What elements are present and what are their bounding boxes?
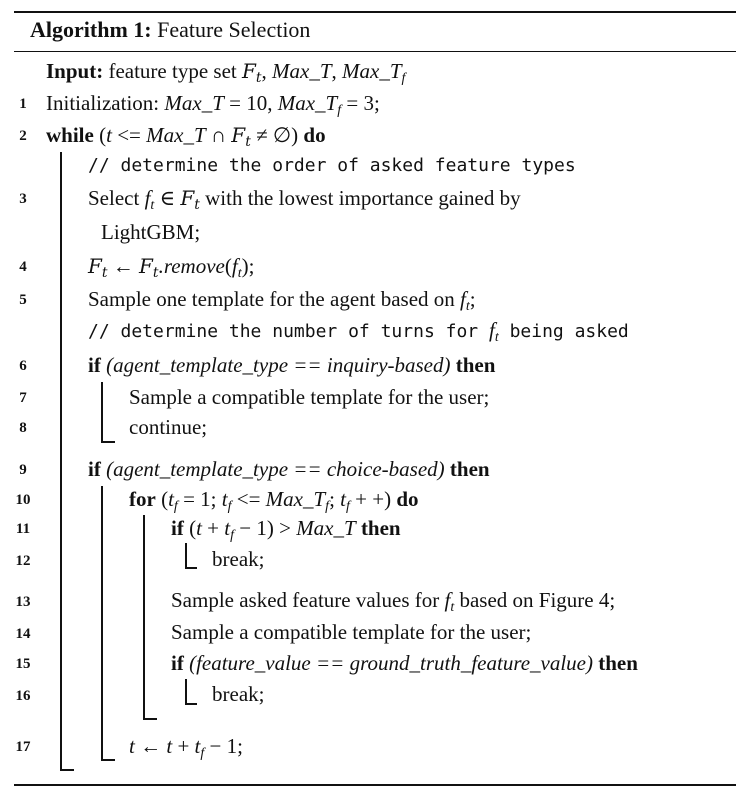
if-keyword: if — [171, 516, 184, 540]
math-max-t: Max_T — [272, 59, 332, 83]
line-number: 10 — [15, 492, 31, 508]
if-inquiry-foot — [101, 441, 115, 443]
then-keyword: then — [598, 651, 638, 675]
math-init: Max_T — [164, 91, 224, 115]
line-9 — [88, 459, 490, 480]
line-number: 7 — [19, 390, 27, 406]
line-number: 16 — [15, 688, 31, 704]
input-text: feature type set — [108, 59, 237, 83]
line-number: 6 — [19, 358, 27, 374]
line-5: Sample one template for the agent based on $f_t$; — [88, 287, 476, 314]
if-keyword: if — [88, 353, 101, 377]
top-rule — [14, 11, 736, 13]
line-7: Sample a compatible template for the user; — [129, 385, 490, 409]
init-label: Initialization: — [46, 91, 160, 115]
if-feature-bar — [185, 679, 187, 704]
if-break-bar — [185, 543, 187, 568]
cond-choice: (agent_template_type == choice-based) — [106, 457, 445, 481]
line-4: $F_t$ ← $F_t.remove(f_t)$; — [88, 254, 255, 281]
line-number: 1 — [19, 96, 27, 112]
algorithm-label: Algorithm 1: — [30, 17, 152, 42]
line-number: 15 — [15, 656, 31, 672]
line-16: break; — [212, 682, 265, 706]
caption-rule — [14, 51, 736, 52]
then-keyword: then — [360, 516, 401, 540]
if-choice-foot — [101, 759, 115, 761]
while-block-bar — [60, 152, 62, 770]
if-keyword: if — [88, 457, 101, 481]
line-number: 12 — [15, 553, 31, 569]
line-3: Select $f_t$ ∈ $F_t$ with the lowest importance gained by — [88, 186, 521, 213]
line-14: Sample a compatible template for the user; — [171, 620, 532, 644]
if-feature-foot — [185, 703, 197, 705]
line-number: 9 — [19, 462, 27, 478]
if-inquiry-bar — [101, 382, 103, 442]
select-word: Select — [88, 186, 140, 210]
comment-turns-text: // determine the number of turns for — [88, 321, 479, 342]
if-choice-bar — [101, 486, 103, 760]
select-rest: with the lowest importance gained by — [205, 186, 521, 210]
line-number: 13 — [15, 594, 31, 610]
line-10: for ($t_f = 1$; $t_f$ <= $Max\_T_f$; $t_f$ + +) do — [129, 487, 419, 514]
comment-turns-end: being asked — [509, 321, 629, 342]
sample-asked-text: Sample asked feature values for — [171, 588, 440, 612]
algorithm-title: Feature Selection — [157, 17, 311, 42]
while-keyword: while — [46, 123, 94, 147]
while-block-foot — [60, 769, 74, 771]
sample-one-text: Sample one template for the agent based on — [88, 287, 455, 311]
for-block-foot — [143, 718, 157, 720]
line-number: 8 — [19, 420, 27, 436]
do-keyword: do — [303, 123, 326, 147]
then-keyword: then — [449, 457, 490, 481]
input-line: Input: feature type set $F_t$, Max_T, $Max\_T_f$ — [46, 59, 406, 86]
line-17: t ← $t + t_f - 1$; — [129, 734, 243, 761]
line-number: 3 — [19, 191, 27, 207]
line-12: break; — [212, 547, 265, 571]
line-number: 4 — [19, 259, 27, 275]
line-number: 17 — [15, 739, 31, 755]
line-1: Initialization: Max_T = 10, $Max\_T_f = 3$; — [46, 91, 380, 118]
for-keyword: for — [129, 487, 156, 511]
sample-asked-end: based on Figure 4; — [459, 588, 616, 612]
line-15 — [171, 653, 638, 674]
if-break-foot — [185, 567, 197, 569]
bottom-rule — [14, 784, 736, 786]
line-6 — [88, 355, 495, 376]
input-label: Input: — [46, 59, 104, 83]
line-number: 2 — [19, 128, 27, 144]
line-13: Sample asked feature values for $f_t$ based on Figure 4; — [171, 588, 616, 615]
do-keyword: do — [396, 487, 419, 511]
line-11: if $(t + t_f - 1)$ > Max_T then — [171, 516, 401, 543]
then-keyword: then — [455, 353, 496, 377]
line-number: 14 — [15, 626, 31, 642]
math-max-tf: $Max\_T_f$ — [342, 59, 406, 86]
line-number: 5 — [19, 292, 27, 308]
comment-turns: // determine the number of turns for $f_t$ being asked — [88, 318, 629, 345]
algorithm-caption — [30, 19, 310, 41]
line-number: 11 — [15, 521, 31, 537]
line-8: continue; — [129, 415, 208, 439]
if-keyword: if — [171, 651, 184, 675]
for-block-bar — [143, 515, 145, 719]
math-Ft: $F_t$ — [241, 59, 262, 86]
cond-inquiry: (agent_template_type == inquiry-based) — [106, 353, 451, 377]
lightgbm-text: LightGBM; — [101, 220, 201, 244]
comment-order: // determine the order of asked feature types — [88, 155, 576, 176]
cond-feature: (feature_value == ground_truth_feature_value) — [189, 651, 593, 675]
line-2: while (t <= Max_T ∩ $F_t$ ≠ ∅) do — [46, 123, 326, 150]
